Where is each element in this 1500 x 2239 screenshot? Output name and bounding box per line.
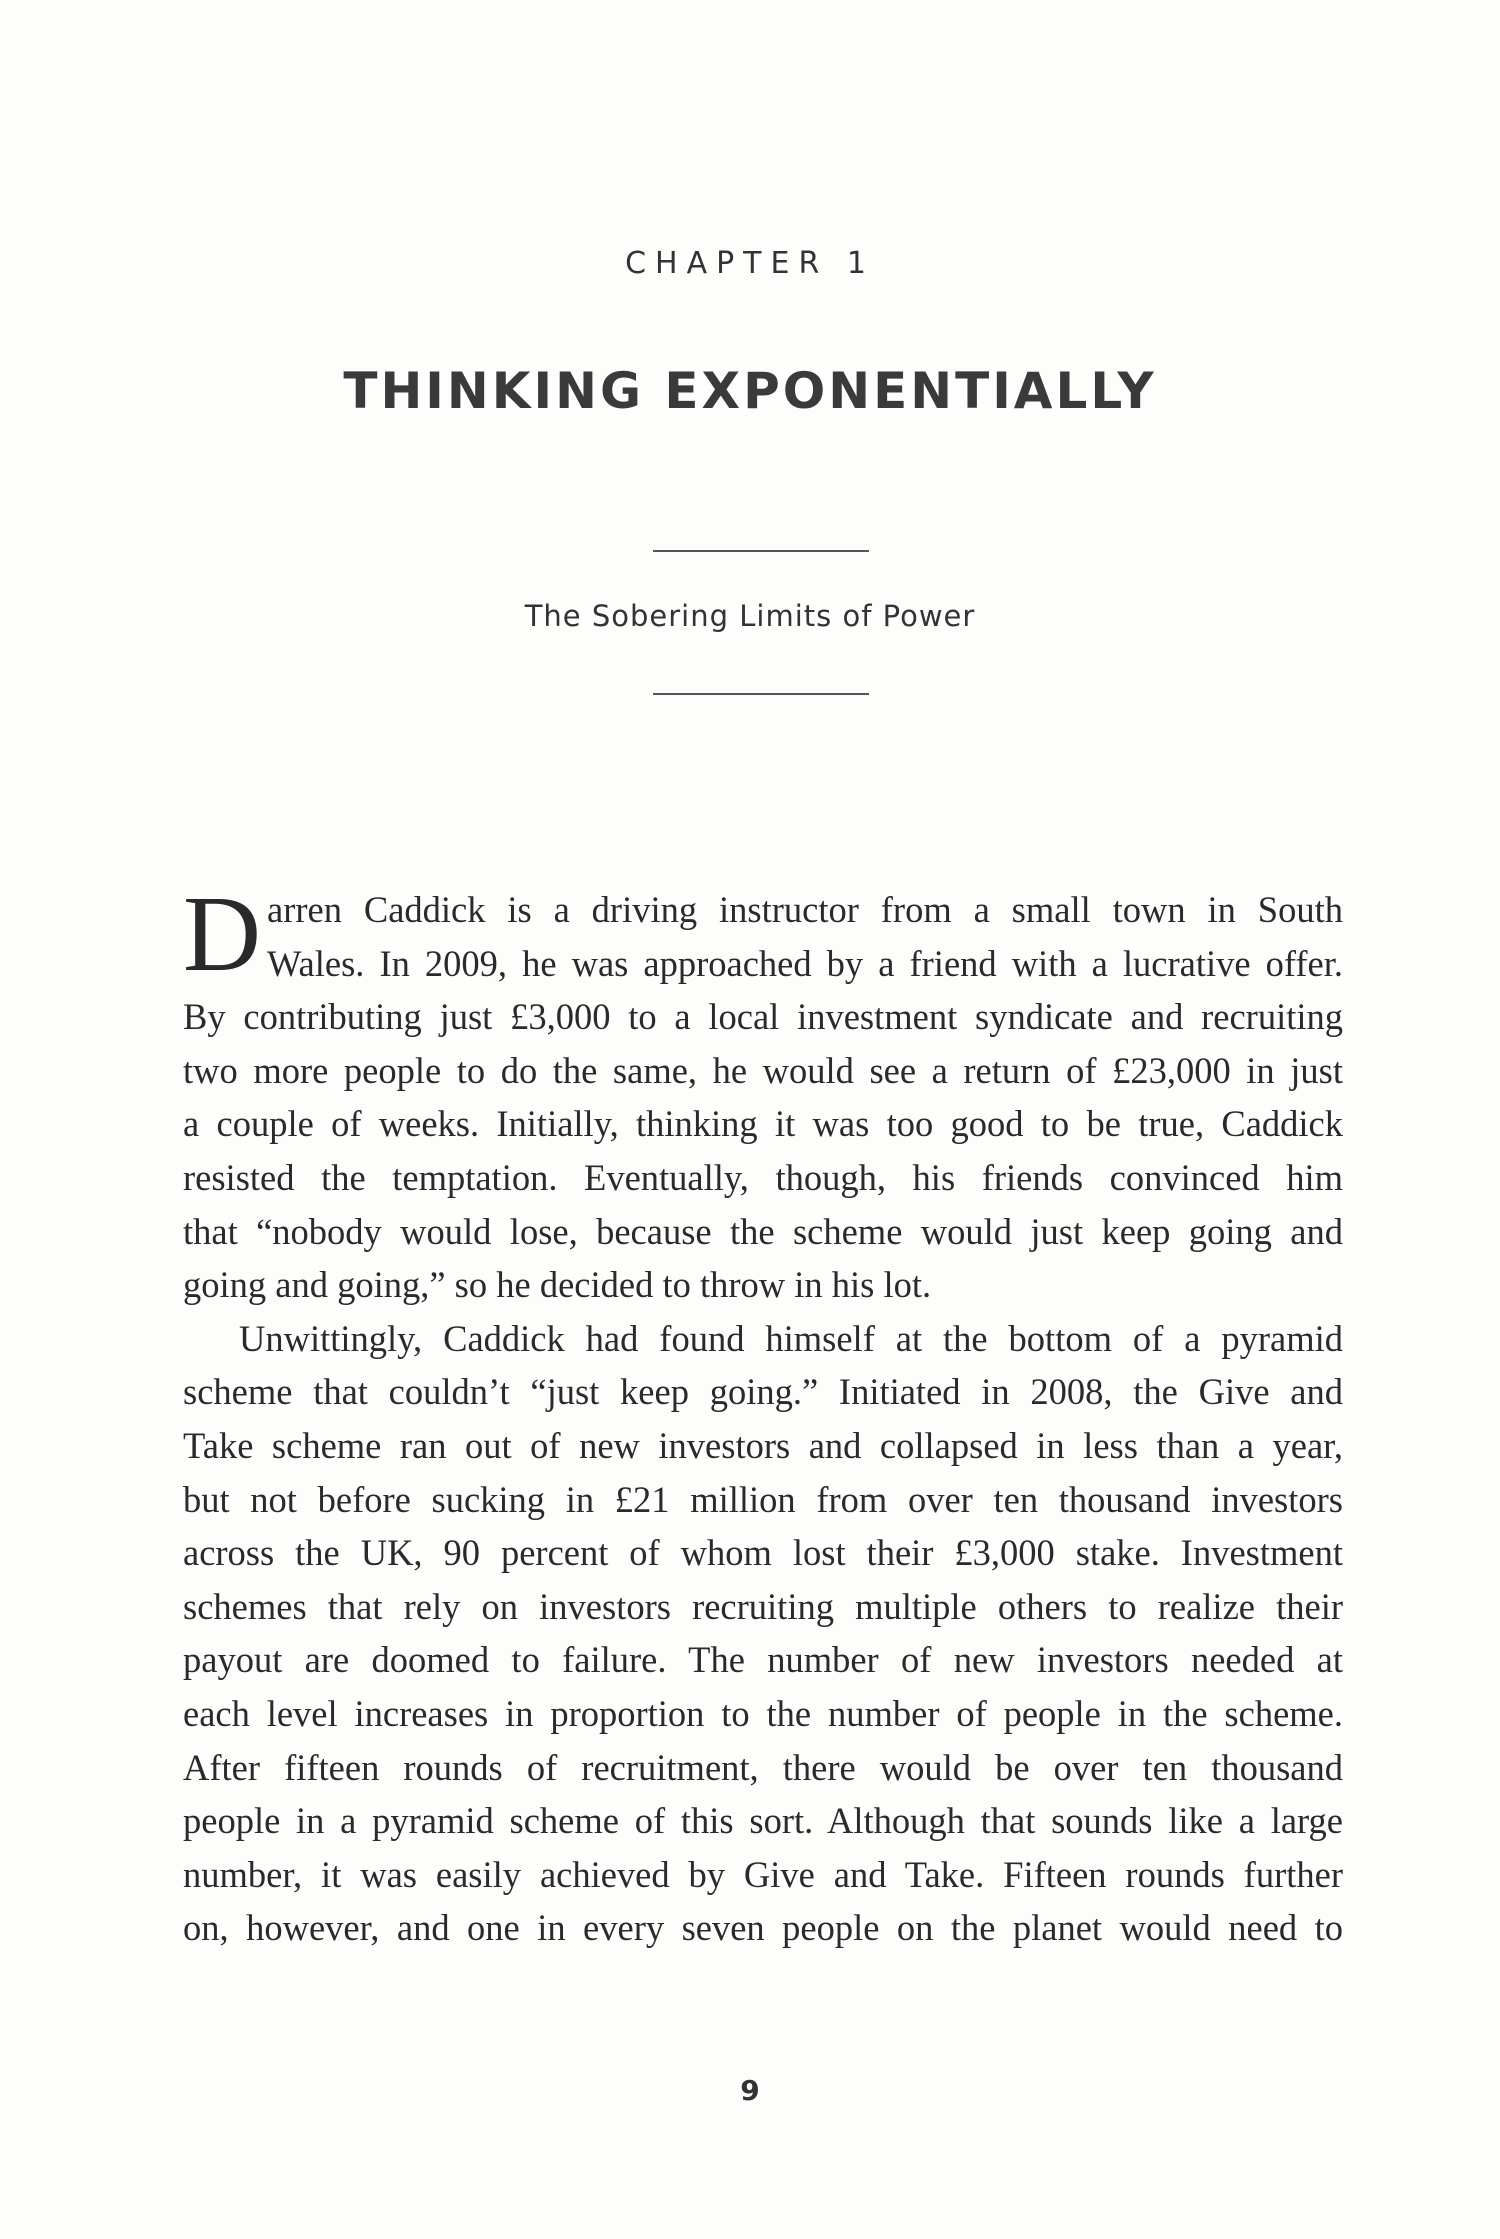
text-line: number, it was easily achieved by Give and Take. Fifteen rounds further <box>183 1853 1343 1895</box>
text-line: After fifteen rounds of recruitment, there would be over ten thousand <box>183 1746 1343 1788</box>
chapter-subtitle: The Sobering Limits of Power <box>524 599 976 633</box>
body-text <box>183 875 1343 1955</box>
text-line: By contributing just £3,000 to a local investment syndicate and recruiting <box>183 996 1343 1038</box>
text-line: each level increases in proportion to the number of people in the scheme. <box>183 1692 1343 1734</box>
text-line: but not before sucking in £21 million from over ten thousand investors <box>183 1478 1343 1520</box>
text-line: Unwittingly, Caddick had found himself at the bottom of a pyramid <box>239 1317 1343 1359</box>
text-line: scheme that couldn’t “just keep going.” Initiated in 2008, the Give and <box>183 1371 1343 1413</box>
chapter-title: THINKING EXPONENTIALLY <box>343 362 1157 420</box>
text-line: payout are doomed to failure. The number of new investors needed at <box>183 1639 1343 1681</box>
text-line: Wales. In 2009, he was approached by a friend with a lucrative offer. <box>267 942 1343 984</box>
paragraph-2 <box>183 1312 1343 1955</box>
text-line: going and going,” so he decided to throw in his lot. <box>183 1264 932 1306</box>
text-line: resisted the temptation. Eventually, though, his friends convinced him <box>183 1156 1343 1198</box>
text-line: across the UK, 90 percent of whom lost their £3,000 stake. Investment <box>183 1532 1343 1574</box>
text-line: on, however, and one in every seven people on the planet would need to <box>183 1907 1343 1949</box>
page-number: 9 <box>740 2074 760 2107</box>
text-line: a couple of weeks. Initially, thinking it was too good to be true, Caddick <box>183 1103 1343 1145</box>
text-line: Take scheme ran out of new investors and collapsed in less than a year, <box>183 1424 1343 1466</box>
subtitle-rule-top <box>653 550 869 552</box>
drop-cap: D <box>183 875 261 994</box>
paragraph-1 <box>183 875 1343 1312</box>
text-line: schemes that rely on investors recruiting multiple others to realize their <box>183 1585 1343 1627</box>
text-line: people in a pyramid scheme of this sort. Although that sounds like a large <box>183 1800 1343 1842</box>
subtitle-rule-bottom <box>653 693 869 695</box>
text-line: two more people to do the same, he would see a return of £23,000 in just <box>183 1049 1343 1091</box>
text-line: that “nobody would lose, because the scheme would just keep going and <box>183 1210 1343 1252</box>
text-line: arren Caddick is a driving instructor from a small town in South <box>267 889 1343 930</box>
chapter-label: CHAPTER 1 <box>625 246 875 281</box>
